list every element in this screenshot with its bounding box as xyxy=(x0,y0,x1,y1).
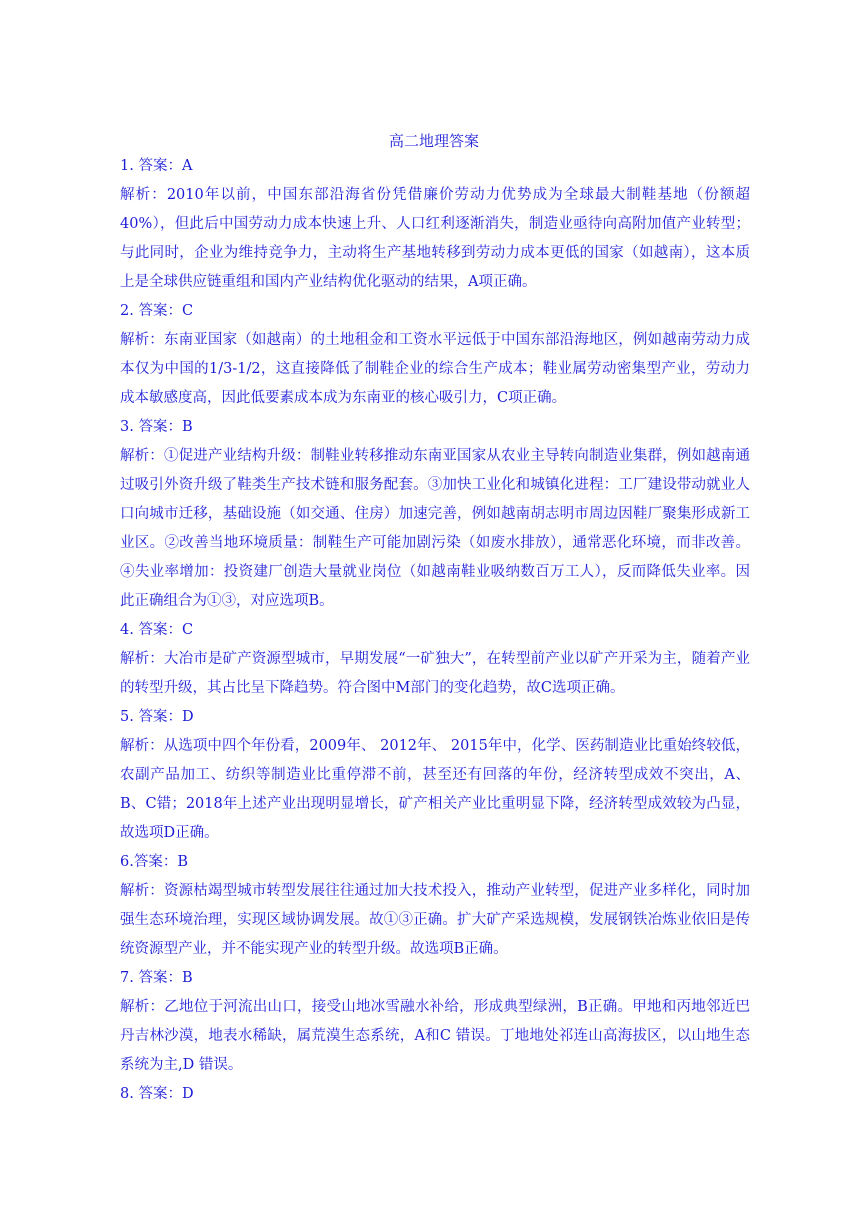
page-title: 高二地理答案 xyxy=(388,132,479,150)
answer-item-5 xyxy=(120,703,750,848)
answer-line: 4. 答案：C xyxy=(120,622,194,638)
analysis-text: 解析：从选项中四个年份看，2009年、 2012年、 2015年中，化学、医药制造业比重始终较低，农副产品加工、纺织等制造业比重停滞不前，甚至还有回落的年份，经济转型成效不突出，A、B、C错；2018年上述产业出现明显增长，矿产相关产业比重明显下降，经济转型成效较为凸显，故选项D正确。 xyxy=(120,738,750,841)
answer-line: 6.答案：B xyxy=(120,854,188,870)
answer-line: 1. 答案：A xyxy=(120,158,193,174)
answer-item-6 xyxy=(120,848,750,964)
answer-list xyxy=(120,152,750,1109)
analysis-text: 解析：①促进产业结构升级：制鞋业转移推动东南亚国家从农业主导转向制造业集群，例如越南通过吸引外资升级了鞋类生产技术链和服务配套。③加快工业化和城镇化进程：工厂建设带动就业人口向城市迁移，基础设施（如交通、住房）加速完善，例如越南胡志明市周边因鞋厂聚集形成新工业区。②改善当地环境质量：制鞋生产可能加剧污染（如废水排放），通常恶化环境，而非改善。④失业率增加：投资建厂创造大量就业岗位（如越南鞋业吸纳数百万工人），反而降低失业率。因此正确组合为①③，对应选项B。 xyxy=(120,448,750,609)
analysis-text: 解析：2010年以前，中国东部沿海省份凭借廉价劳动力优势成为全球最大制鞋基地（份额超40%），但此后中国劳动力成本快速上升、人口红利逐渐消失，制造业亟待向高附加值产业转型；与此同时，企业为维持竞争力，主动将生产基地转移到劳动力成本更低的国家（如越南），这本质上是全球供应链重组和国内产业结构优化驱动的结果，A项正确。 xyxy=(120,187,750,290)
answer-item-2 xyxy=(120,297,750,413)
answer-item-8 xyxy=(120,1080,750,1109)
answer-item-3 xyxy=(120,413,750,616)
answer-line: 7. 答案：B xyxy=(120,970,193,986)
answer-item-7 xyxy=(120,964,750,1080)
answer-line: 2. 答案：C xyxy=(120,303,194,319)
analysis-text: 解析：东南亚国家（如越南）的土地租金和工资水平远低于中国东部沿海地区，例如越南劳动力成本仅为中国的1/3-1/2，这直接降低了制鞋企业的综合生产成本；鞋业属劳动密集型产业，劳动力成本敏感度高，因此低要素成本成为东南亚的核心吸引力，C项正确。 xyxy=(120,332,750,406)
answer-line: 5. 答案：D xyxy=(120,709,194,725)
analysis-text: 解析：大冶市是矿产资源型城市，早期发展“一矿独大”，在转型前产业以矿产开采为主，随着产业的转型升级，其占比呈下降趋势。符合图中M部门的变化趋势，故C选项正确。 xyxy=(120,651,750,696)
answer-item-1 xyxy=(120,152,750,297)
answer-line: 8. 答案：D xyxy=(120,1086,194,1102)
analysis-text: 解析：资源枯竭型城市转型发展往往通过加大技术投入，推动产业转型，促进产业多样化，同时加强生态环境治理，实现区域协调发展。故①③正确。扩大矿产采选规模，发展钢铁冶炼业依旧是传统资源型产业，并不能实现产业的转型升级。故选项B正确。 xyxy=(120,883,750,957)
answer-line: 3. 答案：B xyxy=(120,419,193,435)
answer-item-4 xyxy=(120,616,750,703)
analysis-text: 解析：乙地位于河流出山口，接受山地冰雪融水补给，形成典型绿洲，B正确。甲地和丙地邻近巴丹吉林沙漠，地表水稀缺，属荒漠生态系统，A和C 错误。丁地地处祁连山高海拔区，以山地生态系统为主,D 错误。 xyxy=(120,999,750,1073)
